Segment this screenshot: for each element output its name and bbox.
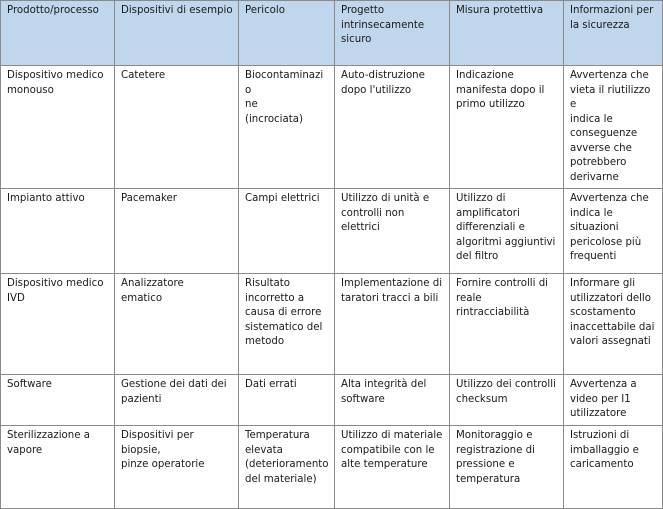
table-row xyxy=(1,426,663,509)
cell-hazard: Risultato incorretto a causa di errore sistematico del metodo xyxy=(239,274,335,375)
header-safety-information: Informazioni per la sicurezza xyxy=(564,1,663,66)
cell-protective-measure: Fornire controlli di reale rintracciabilità xyxy=(450,274,564,375)
cell-safety-information: Avvertenza a video per I1 utilizzatore xyxy=(564,375,663,426)
header-hazard: Pericolo xyxy=(239,1,335,66)
cell-inherent-safe-design: Utilizzo di materiale compatibile con le alte temperature xyxy=(335,426,450,509)
cell-product-process: Impianto attivo xyxy=(1,189,115,274)
cell-example-devices: Gestione dei dati dei pazienti xyxy=(115,375,239,426)
header-row xyxy=(1,1,663,66)
cell-hazard: Biocontaminazio ne (incrociata) xyxy=(239,66,335,189)
header-product-process: Prodotto/processo xyxy=(1,1,115,66)
cell-safety-information: Avvertenza che vieta il riutilizzo e indica le conseguenze avverse che potrebbero derivarne xyxy=(564,66,663,189)
cell-inherent-safe-design: Implementazione di taratori tracci a bili xyxy=(335,274,450,375)
cell-product-process: Sterilizzazione a vapore xyxy=(1,426,115,509)
header-protective-measure: Misura protettiva xyxy=(450,1,564,66)
header-inherent-safe-design: Progetto intrinsecamente sicuro xyxy=(335,1,450,66)
cell-safety-information: Avvertenza che indica le situazioni pericolose più frequenti xyxy=(564,189,663,274)
cell-inherent-safe-design: Alta integrità del software xyxy=(335,375,450,426)
cell-example-devices: Analizzatore ematico xyxy=(115,274,239,375)
cell-example-devices: Catetere xyxy=(115,66,239,189)
cell-product-process: Software xyxy=(1,375,115,426)
cell-example-devices: Pacemaker xyxy=(115,189,239,274)
table-row xyxy=(1,66,663,189)
table-row xyxy=(1,274,663,375)
cell-protective-measure: Utilizzo di amplificatori differenziali e algoritmi aggiuntivi del filtro xyxy=(450,189,564,274)
cell-product-process: Dispositivo medico IVD xyxy=(1,274,115,375)
cell-hazard: Dati errati xyxy=(239,375,335,426)
table-row xyxy=(1,375,663,426)
header-example-devices: Dispositivi di esempio xyxy=(115,1,239,66)
cell-protective-measure: Indicazione manifesta dopo il primo utilizzo xyxy=(450,66,564,189)
cell-safety-information: Informare gli utilizzatori dello scostamento inaccettabile dai valori assegnati xyxy=(564,274,663,375)
cell-inherent-safe-design: Utilizzo di unità e controlli non elettrici xyxy=(335,189,450,274)
cell-hazard: Temperatura elevata (deterioramento del materiale) xyxy=(239,426,335,509)
cell-inherent-safe-design: Auto-distruzione dopo l'utilizzo xyxy=(335,66,450,189)
cell-safety-information: Istruzioni di imballaggio e caricamento xyxy=(564,426,663,509)
cell-hazard: Campi elettrici xyxy=(239,189,335,274)
cell-product-process: Dispositivo medico monouso xyxy=(1,66,115,189)
cell-example-devices: Dispositivi per biopsie, pinze operatorie xyxy=(115,426,239,509)
cell-protective-measure: Monitoraggio e registrazione di pressione e temperatura xyxy=(450,426,564,509)
table-row xyxy=(1,189,663,274)
cell-protective-measure: Utilizzo dei controlli checksum xyxy=(450,375,564,426)
